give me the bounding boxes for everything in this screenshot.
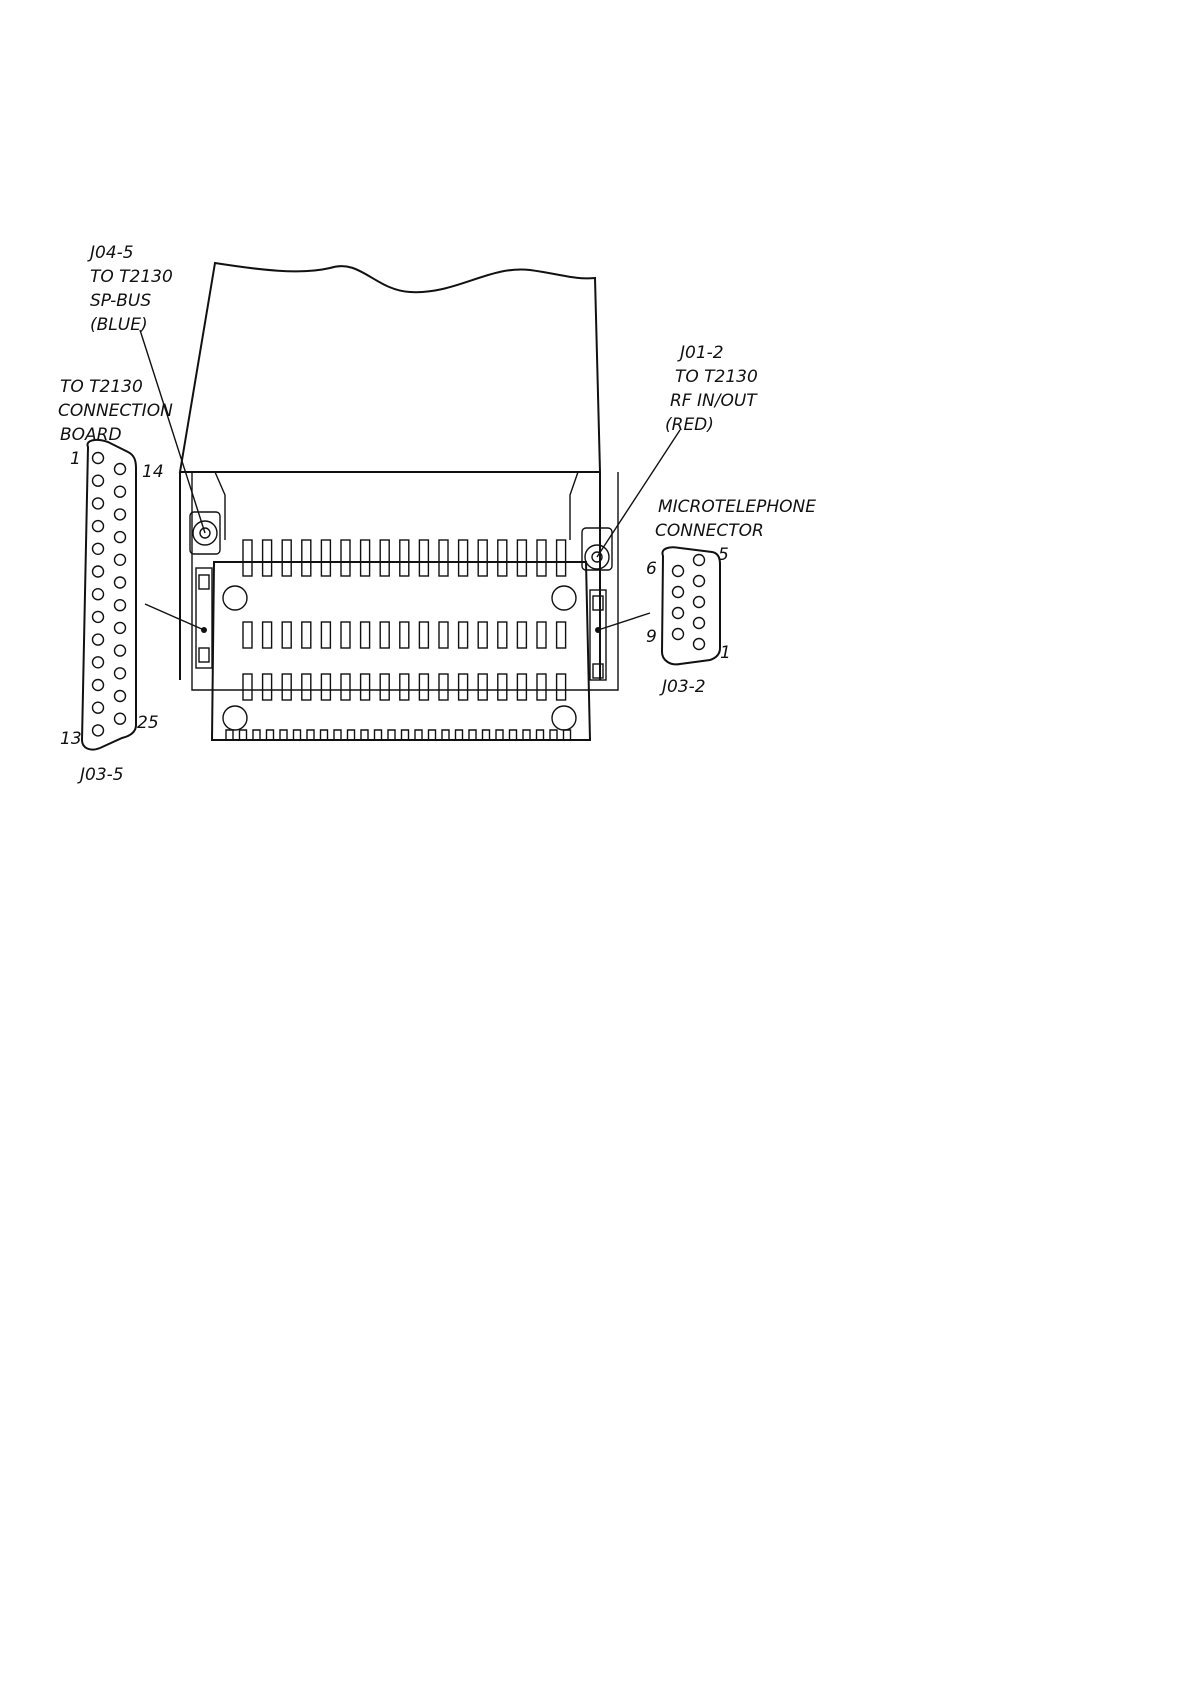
db25-pin [93,453,104,464]
fin-slot [498,622,507,648]
db9-pins [673,555,705,650]
db9-connector [662,547,720,664]
fin-slot [302,674,311,700]
fin-slot [439,540,448,576]
fin-slot [341,540,350,576]
side-port-right [590,590,606,680]
fin-slot [517,622,526,648]
fins-bottom [243,674,566,700]
db25-pin [115,668,126,679]
db25-pin [93,657,104,668]
db9-pin [673,566,684,577]
db25-pin [115,622,126,633]
db25-pin [115,645,126,656]
fin-slot [263,540,272,576]
pin-14-label: 14 [142,462,164,482]
fin-slot [439,674,448,700]
fin-slot [400,674,409,700]
fin-slot [380,674,389,700]
db25-pin [93,498,104,509]
coax-connector-right [582,528,612,570]
pin-13-label: 13 [60,729,82,749]
fin-slot [243,540,252,576]
pin-6-label: 6 [646,559,657,579]
fin-slot [321,540,330,576]
db9-pin [694,555,705,566]
db25-pin [93,475,104,486]
fin-slot [478,622,487,648]
db25-pin [93,521,104,532]
pin-5-label: 5 [718,545,729,565]
fin-slot [361,622,370,648]
fin-slot [498,674,507,700]
edge-teeth [220,730,571,740]
db9-pin [694,576,705,587]
pin-1b-label: 1 [720,643,731,663]
db25-pin [115,713,126,724]
fin-slot [361,674,370,700]
j03-2-label: J03-2 [662,677,706,697]
front-plate [212,540,590,740]
db25-pins [93,453,126,736]
fin-slot [439,622,448,648]
fin-slot [459,674,468,700]
j03-5-label: J03-5 [80,765,124,785]
db25-connector [82,440,136,750]
db25-pin [93,634,104,645]
db9-pin [673,608,684,619]
db25-pin [93,702,104,713]
fin-slot [243,622,252,648]
db25-pin [115,554,126,565]
fins-edge [220,730,571,740]
db25-pin [93,680,104,691]
fin-slot [498,540,507,576]
fin-slot [537,540,546,576]
fin-slot [321,674,330,700]
fin-slot [478,674,487,700]
db25-pin [93,589,104,600]
db9-pin [673,587,684,598]
pin-1-label: 1 [70,449,81,469]
fin-slot [263,674,272,700]
db25-pin [93,543,104,554]
fin-slot [557,540,566,576]
fin-slot [341,674,350,700]
connection-board-label: TO T2130 CONNECTION BOARD [58,377,173,445]
db25-pin [115,464,126,475]
fin-slot [557,674,566,700]
db25-pin [115,600,126,611]
fin-slot [243,674,252,700]
db25-pin [115,509,126,520]
fin-slot [557,622,566,648]
fin-slot [400,622,409,648]
side-port-left [196,568,212,668]
fin-slot [459,622,468,648]
db9-pin [694,597,705,608]
fin-slot [478,540,487,576]
db25-pin [115,577,126,588]
fin-slot [282,674,291,700]
db25-pin [93,725,104,736]
db25-pin [115,486,126,497]
fin-slot [419,540,428,576]
fin-slot [419,674,428,700]
fin-slot [400,540,409,576]
db9-pin [694,618,705,629]
fin-slot [302,540,311,576]
db9-pin [673,629,684,640]
db25-pin [93,611,104,622]
db25-pin [93,566,104,577]
fin-slot [537,622,546,648]
fin-slot [341,622,350,648]
db25-pin [115,532,126,543]
fin-slot [380,622,389,648]
unit-housing [180,263,618,690]
fins-middle [243,622,566,648]
rf-label: J01-2 TO T2130 RF IN/OUT (RED) [665,343,758,435]
db25-pin [115,691,126,702]
fin-slot [380,540,389,576]
fin-slot [419,622,428,648]
fin-slot [282,540,291,576]
fin-slot [263,622,272,648]
fin-slot [517,674,526,700]
fins-top [243,540,566,576]
fin-slot [282,622,291,648]
fin-slot [537,674,546,700]
fin-slot [321,622,330,648]
pin-9-label: 9 [646,627,657,647]
fin-slot [361,540,370,576]
fin-slot [459,540,468,576]
fin-slot [517,540,526,576]
db9-pin [694,639,705,650]
pin-25-label: 25 [137,713,159,733]
sp-bus-label: J04-5 TO T2130 SP-BUS (BLUE) [90,243,173,335]
fin-slot [302,622,311,648]
microtelephone-label: MICROTELEPHONE CONNECTOR [655,497,816,541]
